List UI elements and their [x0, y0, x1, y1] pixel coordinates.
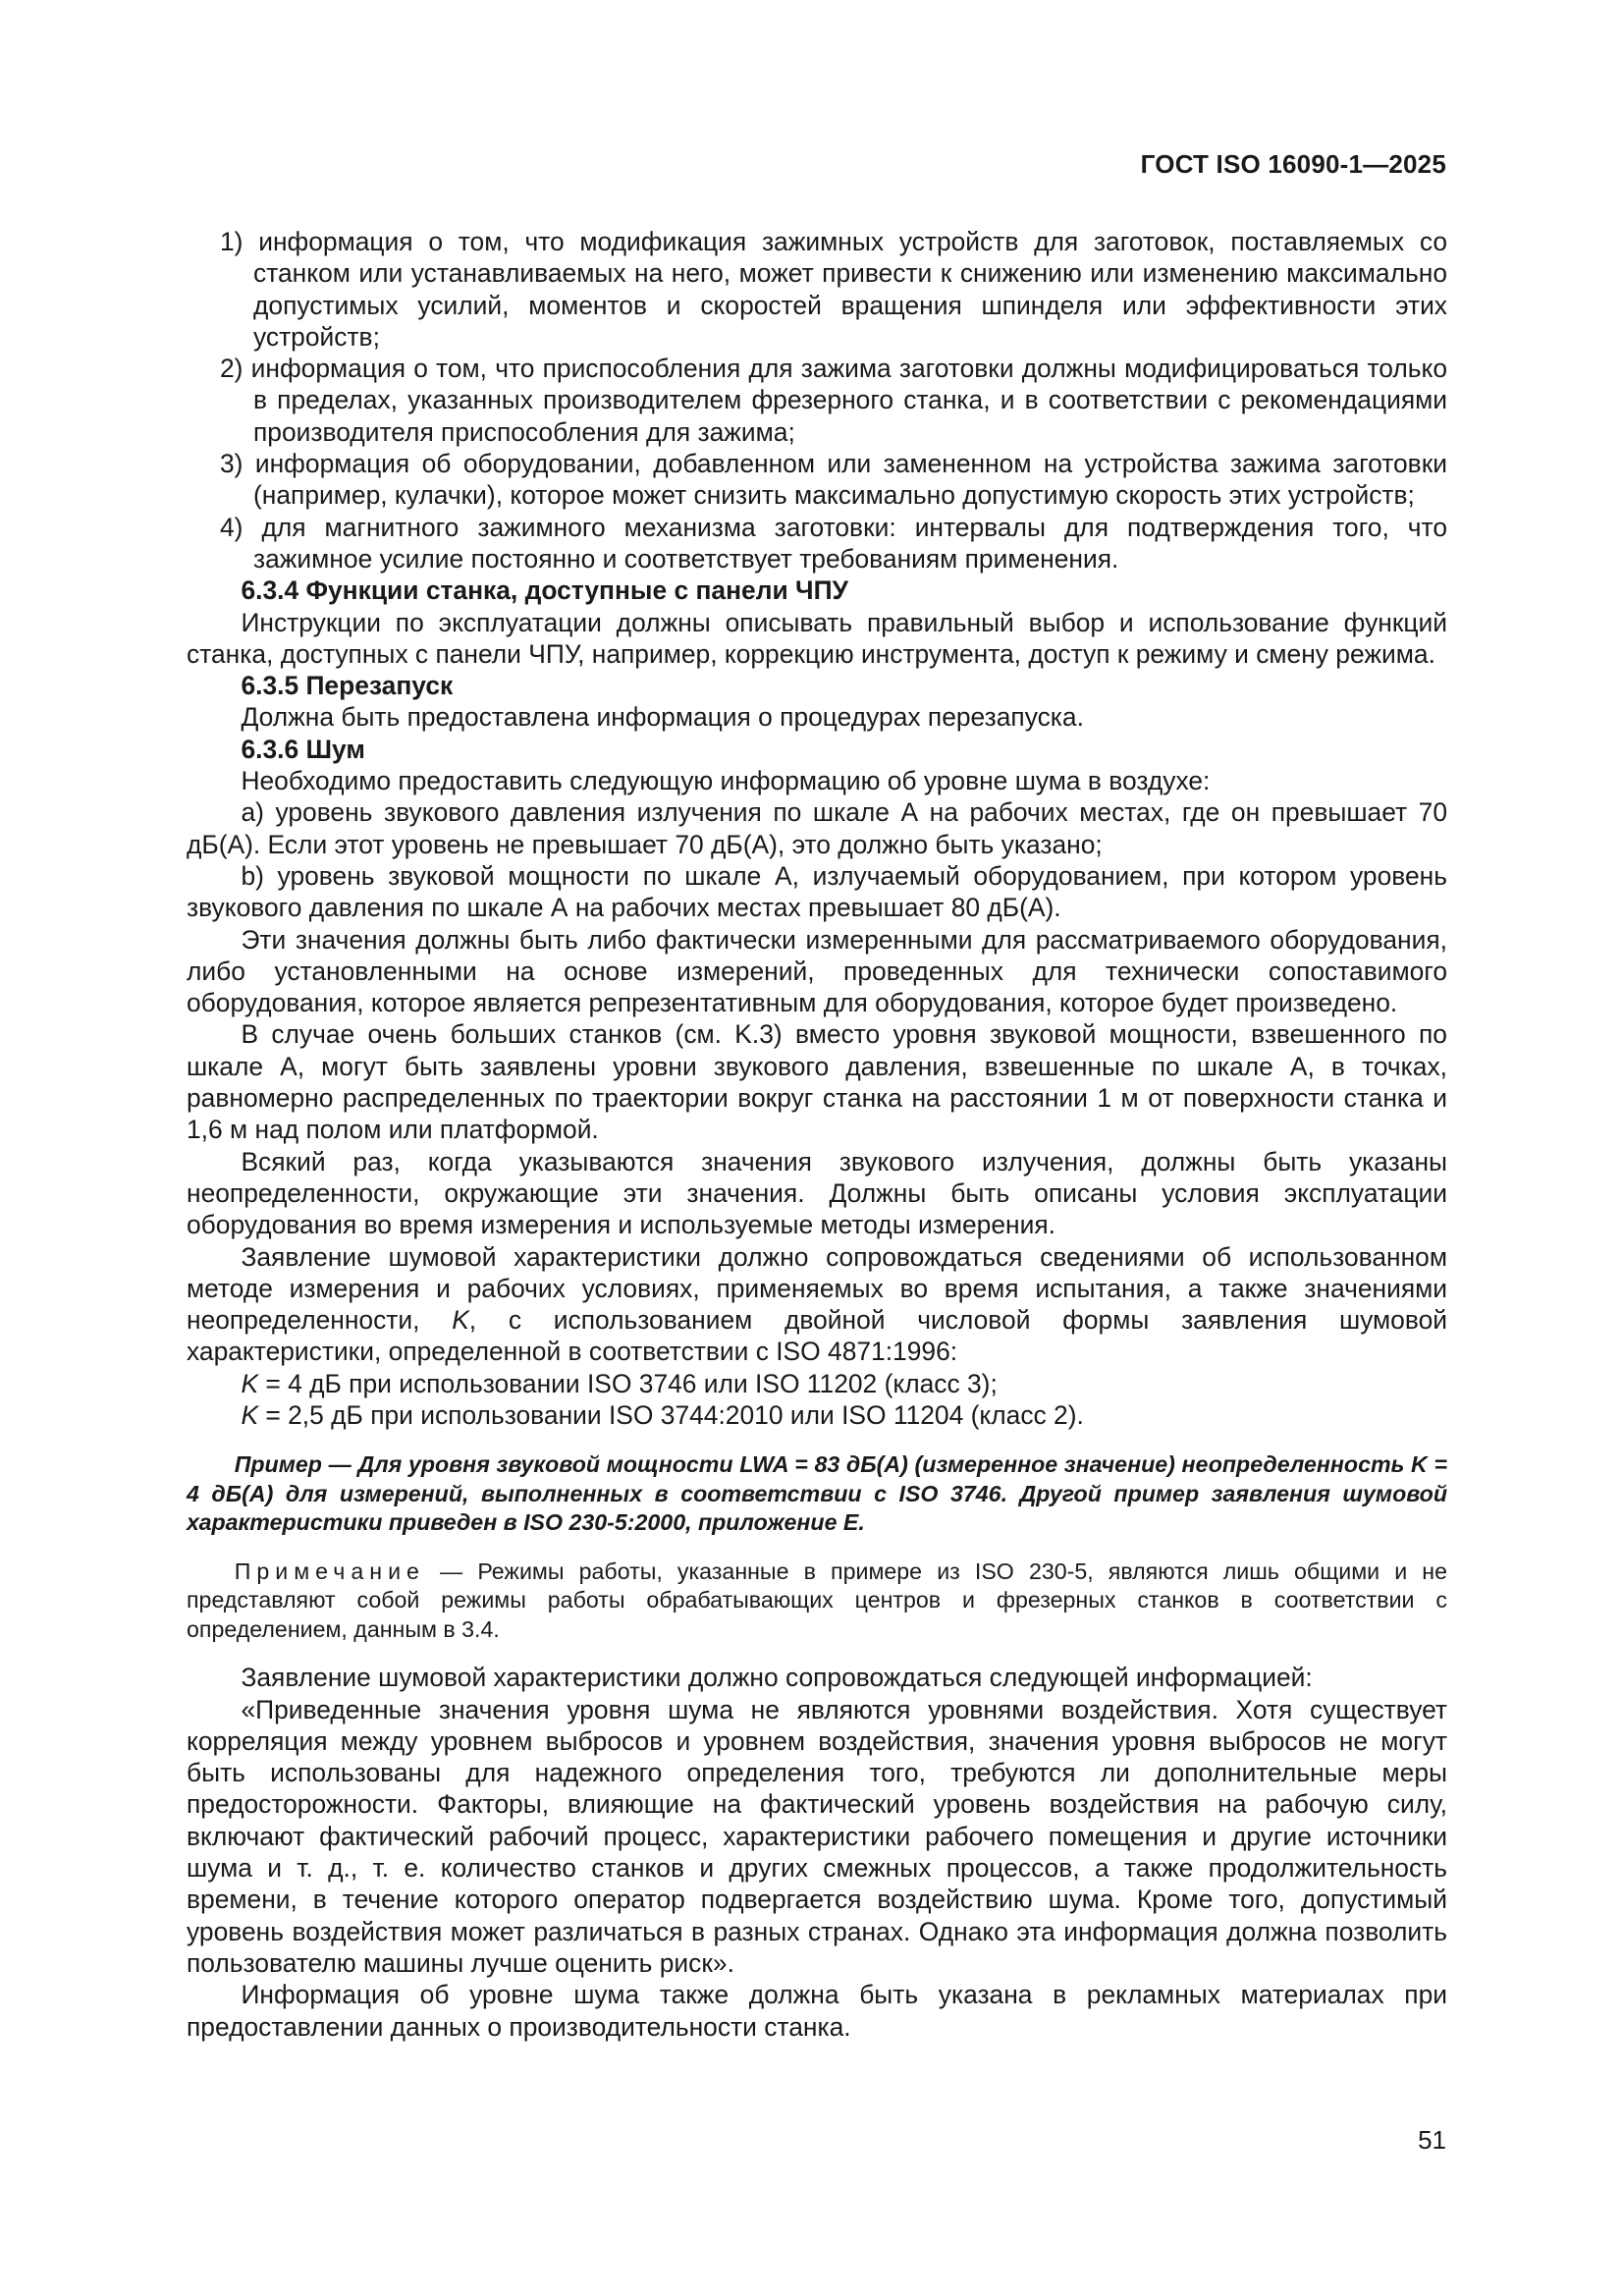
- note-block: [187, 1558, 1447, 1645]
- variable-k: K: [241, 1399, 259, 1430]
- page-number: 51: [1418, 2125, 1446, 2155]
- note-label: Примечание: [234, 1558, 425, 1584]
- section-heading: 6.3.4 Функции станка, доступные с панели ЧПУ: [241, 575, 848, 606]
- paragraph: Должна быть предоставлена информация о процедурах перезапуска.: [241, 702, 1084, 733]
- document-header: ГОСТ ISO 16090-1—2025: [1140, 149, 1446, 179]
- uncertainty-line: [187, 1399, 1447, 1431]
- section-heading: 6.3.6 Шум: [241, 734, 365, 764]
- paragraph: Эти значения должны быть либо фактически измеренными для рассматриваемого оборудования, либо установленными на основе измерений, проведенных для технически сопоставимого оборудования, которое является репрезентативным для оборудования, которое будет произведено.: [187, 924, 1447, 1018]
- paragraph: Инструкции по эксплуатации должны описывать правильный выбор и использование функций станка, доступных с панели ЧПУ, например, коррекцию инструмента, доступ к режиму и смену режима.: [187, 607, 1447, 669]
- note-text: — Режимы работы, указанные в примере из ISO 230-5, являются лишь общими и не представляют собой режимы работы обрабатывающих центров и фрезерных станков в соответствии с определением, данным в 3.4.: [187, 1558, 1447, 1642]
- paragraph: Необходимо предоставить следующую информацию об уровне шума в воздухе:: [241, 766, 1211, 796]
- list-item: 4) для магнитного зажимного механизма заготовки: интервалы для подтверждения того, что зажимное усилие постоянно и соответствует требованиям применения.: [220, 512, 1447, 574]
- list-item: a) уровень звукового давления излучения по шкале А на рабочих местах, где он превышает 70 дБ(А). Если этот уровень не превышает 70 дБ(А), это должно быть указано;: [187, 797, 1447, 859]
- uncertainty-line: [187, 1368, 1447, 1399]
- paragraph-text: , с использованием двойной числовой формы заявления шумовой характеристики, определенной в соответствии с ISO 4871:1996:: [187, 1305, 1447, 1367]
- paragraph: Всякий раз, когда указываются значения звукового излучения, должны быть указаны неопределенности, окружающие эти значения. Должны быть описаны условия эксплуатации оборудования во время измерения и используемые методы измерения.: [187, 1146, 1447, 1240]
- paragraph-text: Заявление шумовой характеристики должно сопровождаться сведениями об использованном методе измерения и рабочих условиях, применяемых во время испытания, а также значениями неопределенности,: [187, 1241, 1447, 1336]
- paragraph: Заявление шумовой характеристики должно сопровождаться следующей информацией:: [241, 1663, 1313, 1693]
- variable-k: K: [241, 1368, 259, 1398]
- quote-paragraph: «Приведенные значения уровня шума не являются уровнями воздействия. Хотя существует корреляция между уровнем выбросов и уровнем воздействия, значения уровня выбросов не могут быть использованы для надежного определения того, требуются ли дополнительные меры предосторожности. Факторы, влияющие на фактический уровень воздействия на рабочую силу, включают фактический рабочий процесс, характеристики рабочего помещения и другие источники шума и т. д., т. е. количество станков и других смежных процессов, а также продолжительность времени, в течение которого оператор подвергается воздействию шума. Кроме того, допустимый уровень воздействия может различаться в разных странах. Однако эта информация должна позволить пользователю машины лучше оценить риск».: [187, 1694, 1447, 1978]
- uncertainty-text: = 4 дБ при использовании ISO 3746 или ISO 11202 (класс 3);: [258, 1368, 998, 1398]
- document-body: [187, 226, 1447, 2043]
- example-block: Пример — Для уровня звуковой мощности LWA = 83 дБ(А) (измеренное значение) неопределенность K = 4 дБ(А) для измерений, выполненных в соответствии с ISO 3746. Другой пример заявления шумовой характеристики приведен в ISO 230-5:2000, приложение E.: [187, 1451, 1447, 1536]
- paragraph: Информация об уровне шума также должна быть указана в рекламных материалах при предоставлении данных о производительности станка.: [187, 1980, 1447, 2042]
- paragraph: [187, 1241, 1447, 1368]
- list-item: b) уровень звуковой мощности по шкале А, излучаемый оборудованием, при котором уровень звукового давления по шкале А на рабочих местах превышает 80 дБ(А).: [187, 860, 1447, 923]
- uncertainty-text: = 2,5 дБ при использовании ISO 3744:2010 или ISO 11204 (класс 2).: [258, 1399, 1084, 1430]
- list-item: 3) информация об оборудовании, добавленном или замененном на устройства зажима заготовки (например, кулачки), которое может снизить максимально допустимую скорость этих устройств;: [220, 449, 1447, 511]
- paragraph: В случае очень больших станков (см. K.3) вместо уровня звуковой мощности, взвешенного по шкале А, могут быть заявлены уровни звукового давления, взвешенные по шкале А, в точках, равномерно распределенных по траектории вокруг станка на расстоянии 1 м от поверхности станка и 1,6 м над полом или платформой.: [187, 1019, 1447, 1145]
- list-item: 1) информация о том, что модификация зажимных устройств для заготовок, поставляемых со станком или устанавливаемых на него, может привести к снижению или изменению максимально допустимых усилий, моментов и скоростей вращения шпинделя или эффективности этих устройств;: [220, 227, 1447, 352]
- section-heading: 6.3.5 Перезапуск: [241, 671, 454, 701]
- variable-k: K: [452, 1305, 469, 1336]
- list-item: 2) информация о том, что приспособления для зажима заготовки должны модифицироваться только в пределах, указанных производителем фрезерного станка, и в соответствии с рекомендациями производителя приспособления для зажима;: [220, 354, 1447, 447]
